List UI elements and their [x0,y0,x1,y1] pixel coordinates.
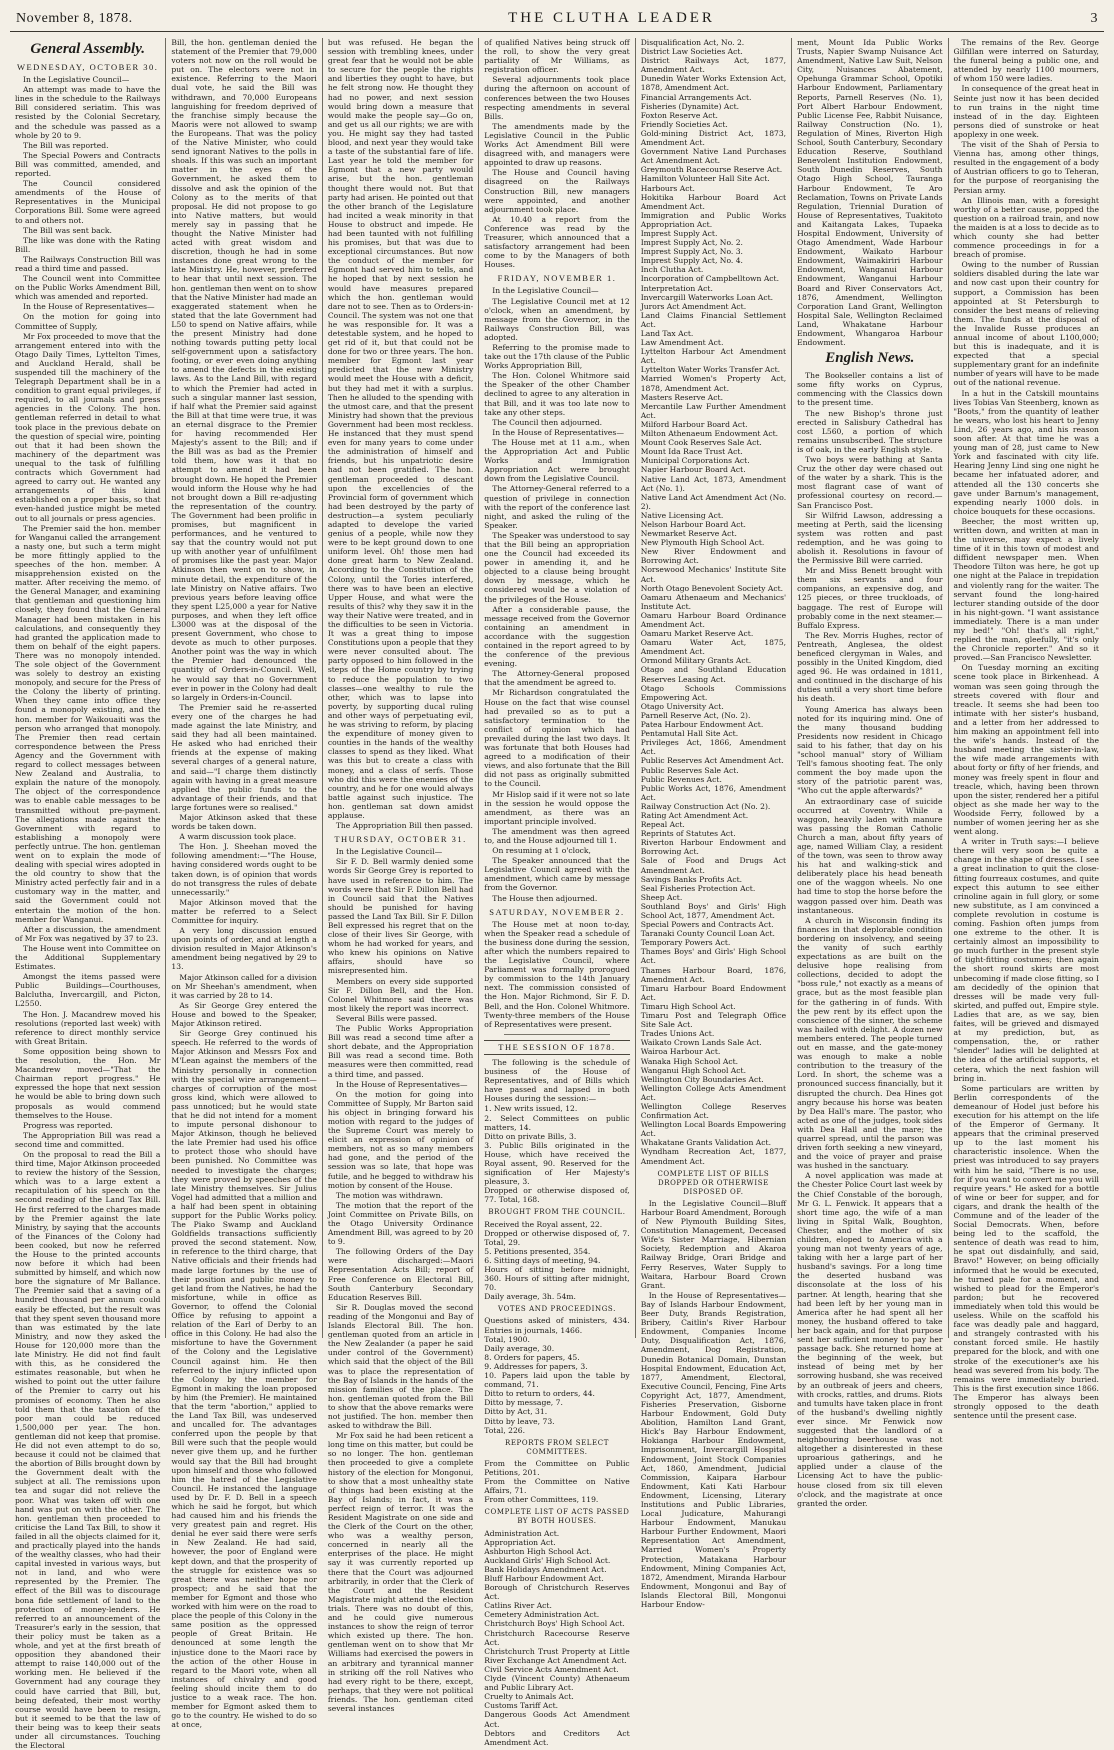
paragraph: The House met at 11 a.m., when the Appropriation Act and Public Works and Immigration Appropriation Act were brought down from the Legislative Council. [484,437,630,484]
paragraph: Major Atkinson called for a division on Mr Sheehan's amendment, when it was carried by 28 to 14. [171,972,317,1000]
paragraph: The amendments made by the Legislative Council in the Public Works Act Amendment Bill were disagreed with, and managers were appointed to draw up reasons. [484,121,630,168]
list-item: Wellington College Reserves Confirmation Act. [640,1101,787,1121]
paragraph: In the Legislative Council— [335,847,443,857]
list-item: Otago Schools Commissions Empowering Act. [640,683,787,702]
list-item: Administration Act. [484,1528,560,1538]
list-item: Christchurch Racecourse Reserve Act. [484,1628,630,1647]
paragraph: Young America has always been noted for its inquiring mind. One of the many thousand budding Presidents now resident in Chicago said to his father, that day on his "school manual" story of William Tell's famous shooting feat. The only comment the boy made upon the story of the patriotic parent was, "Who cut the apple afterwards?" [797,704,943,796]
paragraph: At 10.40 a report from the Conference was read by the Treasurer, which announced that a satisfactory arrangement had been come to by the Managers of both Houses. [484,214,630,270]
list-item: Napier Harbour Board Act. [640,465,746,475]
paragraph: Sir Wilfrid Lawson, addressing a meeting at Perth, said the licensing system was rotten and past redemption, and he was going to abolish it. Resolutions in favour of the Permissive Bill were carried. [797,510,943,566]
list-item: Otago and Southland Education Reserves Leasing Act. [640,665,787,684]
list-item: Catlins River Act. [484,1601,552,1611]
list-item: Mercantile Law Further Amendment Act. [640,401,787,420]
list-item: Public Works Act, 1876, Amendment Act. [640,783,787,802]
list-item: Native Land Act Amendment Act (No. 2). [640,492,787,511]
paragraph: The motion that the report of the Joint Committee on Private Bills, on the Otago University Ordinance Amendment Bill, was agreed to by 20 to 9. [327,1200,474,1247]
list-item: 2. Select Committees on public matters, 14. [484,1113,630,1132]
paragraph: The following is the schedule of business of the House of Representatives, and of Bills which have passed and lapsed in both Houses during the session:— [484,1057,630,1104]
list-item: Friendly Societies Act. [640,119,728,129]
list-item: 5. Petitions presented, 354. [484,1246,591,1256]
list-item: Christchurch Boys' High School Act. [484,1619,625,1629]
paragraph: On Tuesday morning an exciting scene took place in Birkenhead. A woman was seen going through the streets covered with flour and treacle. It seems she had been too intimate with her sister's husband, and a letter from her addressed to him making an appointment fell into the wife's hands. Instead of the husband meeting the sister-in-law, the wife made arrangements with about forty or fifty of her friends, and money was freely spent in flour and treacle, which, having been thrown upon the sister, rendered her a pitiful object as she made her way to the Woodside Ferry, followed by a number of women jeering her as she went along. [953,663,1099,837]
list-item: Jurors Act Amendment Act. [640,301,747,311]
paragraph: Sir R. Douglas moved the second reading of the Mongonui and Bay of Islands Electoral Bill. The hon. gentleman quoted from an article in the New Zealander (a paper he said under control of the Government) which said that the object of the Bill was to place the representation of the Bay of Islands in the hands of the mission families of the place. The hon. gentleman quoted from the Bill to show that the above remarks were not justified. The hon. member then asked to withdraw the Bill. [327,1302,474,1431]
date-heading: WEDNESDAY, OCTOBER 30. [16,62,159,72]
paragraph: The visit of the Shah of Persia to Vienna has, among other things, resulted in the engagement of a body of Austrian officers to go to Teheran, for the purpose of reorganising the Persian army. [953,140,1099,195]
paragraph: The Railways Construction Bill was read a third time and passed. [15,254,161,273]
list-item: Imprest Supply Act. [640,228,718,238]
list-item: Waikato Crown Lands Sale Act. [640,1038,762,1048]
list-item: Municipal Corporations Act. [640,456,750,466]
paragraph: The Speaker announced that the Legislative Council agreed with the amendment, which came by message from the Governor. [484,856,630,893]
issue-date: November 8, 1878. [16,11,133,26]
paragraph: The motion was withdrawn. [335,1190,443,1200]
paragraph: The House and Council having disagreed on the Railways Construction Bill, new managers were appointed, and another adjournment took place. [484,168,630,214]
list-item: Wellington Local Boards Empowering Act. [640,1120,787,1139]
paragraph: A church in Wisconsin finding its finances in that deplorable condition bordering on insolvency, and seeing the vanity of such earthly expectations as are built on the delusive hope realising from collections, decided to adopt the "boss rule," not exactly as a means of grace, but as the most feasible plan for the gathering in of funds. With the pew rent by its effect upon the conscience of the sinner, the scheme was hailed with delight. A dozen new members entered. The people turned out en masse, and the gate-money was enough to make a noble contribution to the treasury of the Lord. In short, the scheme was a pronounced success financially, but it disrupted the church. Dea Hines got angry because his horse was beaten by Dea Hall's mare. The pastor, who acted as one of the judges, took sides with Dea Hall and the mare; the quarrel spread, until the parson was driven forth seeking a new vineyard, and the voice of prayer and praise was hushed in the sanctuary. [797,915,943,1171]
paragraph: The Attorney-General referred to a question of privilege in connection with the report of the conference last night, and asked the ruling of the Speaker. [484,484,630,530]
paragraph: The Council went into Committee on the Public Works Amendment Bill, which was amended and reported. [15,274,161,302]
paragraph: As Sir George Grey entered the House and bowed to the Speaker, Major Atkinson retired. [171,1000,317,1029]
list-item: Ashburton High School Act. [484,1546,592,1556]
list-item: Appropriation Act. [484,1537,556,1547]
paragraph: Members on every side supported Sir F. Dillon Bell, and the Hon. Colonel Whitmore said there was most likely the report was incorrect. [327,976,474,1013]
list-item: Wanaka High School Act. [640,1056,739,1066]
section-heading: English News. [825,350,915,367]
list-item: Imprest Supply Act, No. 4. [640,256,743,266]
list-item: District Law Societies Act. [640,47,743,57]
paragraph: In the House of Representatives— [492,427,624,437]
paragraph: Mr and Miss Benett brought with them six servants and four companions, an expensive dog, and 125 pieces, or three truckloads, of baggage. The rest of Europe will probably come in the next steamer.—Buffalo Express. [797,566,943,630]
list-item: Thames Harbour Board, 1876, Amendment Act. [640,965,787,984]
paragraph: The House went into Committee on the Additional Supplementary Estimates. [15,943,161,972]
list-item: Wairoa Harbour Act. [640,1047,721,1057]
list-item: Masters Reserve Act. [640,392,724,402]
list-item: From other Committees, 119. [484,1495,599,1505]
paragraph: An extraordinary case of suicide occurred at Coventry. While a waggon, heavily laden with manure was passing the Roman Catholic Church a man, about fifty years of age, named William Clay, a resident of the town, was seen to throw away his hat and walking-stick and deliberately place his head beneath one of the waggon wheels. No one had time to stop the horse before the waggon passed over him. Death was instantaneous. [797,796,943,915]
paragraph: The Legislative Council met at 12 o'clock, when an amendment, by message from the Governor, in the Railways Construction Bill, was adopted. [484,296,630,342]
list-item: Timaru Post and Telegraph Office Site Sale Act. [640,1011,787,1030]
list-item: Daily average, 30. [484,1343,555,1353]
list-item: Cruelty to Animals Act. [484,1692,574,1702]
paragraph: Some opposition being shown to the resolution, the Hon. Mr Macandrew moved—"That the Chairman report progress." He expressed the hope that next session he would be able to bring down such proposals as would commend themselves to the House. [15,1046,161,1120]
divider [504,1034,609,1035]
list-item: 8. Orders for papers, 45. [484,1352,580,1362]
list-item: From the Committee on Public Petitions, 201. [484,1458,630,1477]
paragraph: Some particulars are written by Berlin correspondents of the demeanour of Hodel just before his execution for his attempt on the life of the Emperor of Germany. It appears that the criminal preserved up to the last moment his characteristic insolence. When the priest was introduced to say prayers with him he said, "There is no use, for if you want to convert me you will require years." He asked for a bottle of wine or beer for supper, and for cigars, and drank the health of the Commune and of the leader of the Social Democrats. When, before being led to the scaffold, the sentence of death was read to him, he spat out disdainfully, and said, Bravo!" However, on being officially informed that he would be executed, he turned pale for a moment, and wished to plead for the Emperor's pardon; but he recovered immediately when told this would be useless. While on the scaffold his face was deadly pale and haggard, and strangely contrasted with his constant forced smile. He hastily prepared for the block, and with one stroke of the executioner's axe his head was severed from his body. The remains were immediately buried. This is the first execution since 1866. The Emperor has always been strongly opposed to the death sentence until the present case. [953,1083,1099,1421]
list-item: Land Tax Act. [640,329,694,338]
list-item: Savings Banks Profits Act. [640,874,743,884]
list-item: Otago University Act. [640,701,724,711]
column-4 [478,38,634,1747]
list-item: Milford Harbour Board Act. [640,419,748,429]
list-item: Oamaru Water Act, 1875, Amendment Act. [640,638,787,657]
paragraph: Amongst the items passed were Public Buildings—Courthouses, Balclutha, Invercargill, and Picton, L2550. [15,972,161,1009]
list-item: Clyde (Vincent County) Athenaeum and Public Library Act. [484,1674,630,1693]
paragraph: In the House of Representatives—Bay of Islands Harbour Endowment, Beer Duty, Brands Registration, Bribery, Caitlin's River Harbour Endowment, Companies Income Duty, Disqualification Act, 1876, Amendment, Dog Registration, Dunedin Botanical Domain, Dunstan Hospital Endowment, Education Act, 1877, Amendment, Electoral, Executive Council, Fencing, Fine Arts Copyright Act, 1877, Amendment, Fisheries Preservation, Gisborne Harbour Endowment, Gold Duty Abolition, Hamilton Land Grant, Hick's Bay Harbour Endowment, Hokianga Harbour Endowment, Imprisonment, Invercargill Hospital Endowment, Joint Stock Companies Act, 1860, Amendment, Judicial Commission, Kaipara Harbour Endowment, Kati Kati Harbour Endowment, Licensing, Literary Institutions and Public Libraries, Local Judicature, Mahurangi Harbour Endowment, Manukau Harbour Further Endowment, Maori Representation Act Amendment, Married Women's Property Protection, Matakana Harbour Endowment, Mining Companies Act, 1872, Amendment, Miranda Harbour Endowment, Mongonui and Bay of Islands Electoral Bill, Mongonui Harbour Endow- [640,1290,787,1610]
list-item: Wellington College Acts Amendment Act. [640,1083,787,1102]
paragraph: Beecher, the most written up, written down, and written at man in the universe, may expect a lively time of it in this town of modest and diffident newspaper men. When Theodore Tilton was here, he got up one night at the Palace in trepidation and violently rang for the waiter. The servant found the long-haired lecturer standing outside of the door in his night-gown. "I want assistance immediately. There is a man under my bed!" "Oh! that's all right," replied the man, gleefully, "it's only the Chronicle reporter." And so it proved.—San Francisco Newsletter. [953,516,1099,663]
list-item: Hokitika Harbour Board Act Amendment Act. [640,192,787,211]
paragraph: On the proposal to read the Bill a third time, Major Atkinson proceeded to review the history of the Session, which was to a large extent a recapitulation of his speech on the second reading of the Land Tax Bill. He first referred to the charges made by the Premier against the late Ministry, by saying that the accounts of the Finances of the Colony had been cooked, but now he referred the House to the printed accounts now before it which had been submitted by himself, and which now bore the signature of Mr Ballance. The Premier said that a saving of a hundred thousand per annum could easily be effected, but the result was that they spent seven thousand more than was estimated by the late Ministry, and now they asked the House for 120,000 more than the late Ministry. He did not find fault with this, as he considered the estimates reasonable, but when he wished to point out the utter failure of the Premier to carry out his promises of economy. Then he also told them that the taxation of the poor man could be reduced 1,500,000 per year. The hon. gentleman did not keep that promise. He did not even attempt to do so, because it could not be claimed that the abortion of Bills brought down by the Government dealt with the subject at all. The remissions upon tea and sugar did not relieve the poor. What was taken off with one hand was put on with the other. The hon. gentleman then proceeded to criticise the Land Tax Bill, to show it failed in all the objects claimed for it, and practically played into the hands of the wealthy classes, who had their capital invested in various ways, but not in land, and who were represented by the Premier. The effect of the Bill was to discourage bona fide settlement of land to the protection of money-lenders. He referred to an announcement of the Treasurer's early in the session, that their policy must be taken as a whole, and yet at the first breath of opposition they abandoned their attempt to raise 140,000 out of the working men. He believed if the Government had any courage they could have carried that Bill, but, being defeated, their most worthy course would have been to resign, but it seemed to be that the law of their being was to keep their seats under all circumstances. Touching the Electoral [15,1149,161,1750]
paragraph: Sir George Grey continued his speech. He referred to the words of Major Atkinson and Messrs Fox and M'Lean against the members of the Ministry personally in connection with the special wire arrangement—charges of corruption of the most gross kind, which were allowed to pass unnoticed; but he would state that he did not intend for a moment to impute personal dishonour to Major Atkinson, though he believed the late Premier had used his office to protect those who should have been punished. No Committee was needed to investigate the charges; they were proved by speeches of the late Ministry themselves. Sir Julius Vogel had admitted that a million and a half had been spent in obtaining support for the Public Works policy. The Piako Swamp and Auckland Goldfields transactions sufficiently proved the second statement. Now, in reference to the third charge, that Native officials and their friends had made large fortunes by the use of their position and public money to get land from the Natives, he had the misfortune, while in office as Governor, to offend the Colonial Office by refusing to appoint a relation of the Earl of Derby to an office in this Colony. He had also the misfortune to have the Government of the Colony and the Legislative Council against him. He then referred to the injury inflicted upon the Colony by the member for Egmont in making the loan proposed by him (the Premier). He maintained that the term "abortion," applied to the Land Tax Bill, was undeserved and uncalled for. The advantages conferred upon the people by that Bill were such that the people would never give them up, and he further would say that the Bill had brought upon himself and those who followed him the hatred of the Legislative Council. He instanced the language used by Dr. F. D. Bell in a speech which he said he forgot, but which had caused him and his friends the very greatest pain and regret. His denial he ever said there were serfs in New Zealand. He had said, however, the poor of England were kept down, and that the prosperity of the struggle for existence was so great there was neither hope nor prospect; and he said that the member for Egmont and those who worked with him were on the road to place the people of this Colony in the same position as the oppressed people of Great Britain. He denounced at some length the injustice done to the Maori race by the action of the other House in regard to the Maori vote, when all instances of chivalry and good feeling should incite them to do justice to a weak race. The hon. member for Egmont asked them to go to the country. He wished to do so at once, [171,1029,317,1730]
list-item: Mount Cook Reserves Sale Act. [640,438,762,448]
list-item: Native Land Act, 1873, Amendment Act (No. 1). [640,474,787,493]
paragraph: The Hon. J. Macandrew moved his resolutions (reported last week) with reference to direct monthly service with Great Britain. [15,1009,161,1046]
list-item: Imprest Supply Act, No. 3. [640,247,743,257]
list-item: Sheep Act. [640,892,683,902]
list-item: Financial Arrangements Act. [640,92,752,102]
list-item: Borough of Christchurch Reserves Act. [484,1583,630,1602]
paragraph: The like was done with the Rating Bill. [15,235,161,254]
list-item: 1. New writs issued, 12. [484,1104,578,1114]
masthead [10,8,1104,32]
list-item: Immigration and Public Works Appropriation Act. [640,210,787,229]
list-item: Bluff Harbour Endowment Act. [484,1574,604,1583]
list-item: Oamaru Athenaeum and Mechanics' Institute Act. [640,592,787,611]
list-heading: REPORTS FROM SELECT COMMITTEES. [504,1438,609,1456]
paragraph: The Rev. Morris Hughes, rector of Pentreath, Anglesea, the oldest beneficed clergyman in Wales, and possibly in the United Kingdom, died aged 96. He was ordained in 1811, and continued in the discharge of his duties until a very short time before his death. [797,630,943,704]
list-item: Wellington City Boundaries Act. [640,1074,764,1084]
paragraph: The Premier said he re-asserted every one of the charges he had made against the late Ministry, and said they had all been maintained. He asked who had enriched their friends at the expense of making several charges of a general nature, and said—"I charge them distinctly again with having in a great measure applied the public funds to the advantage of their friends, and that large fortunes were so realised." [171,702,317,812]
column-6 [791,38,947,1508]
list-item: Norsewood Mechanics' Institute Site Act. [640,565,787,584]
paragraph: The Premier said the hon. member for Wanganui called the arrangement a nasty one, but such a term might be more fittingly applied to the speeches of the hon. member. A misapprehension existed on the matter. After receiving the memo. of the General Manager, and examining that gentleman and questioning him closely, they found that the General Manager had been mistaken in his calculations, and consequently they had granted the application made to them on behalf of the eight papers. There was no monopoly intended. The sole object of the Government was solely to destroy an existing monopoly, and secure for the Press of the Colony the liberty of printing. When they came into office they found a monopoly existing, and the hon. member for Waikouaiti was the person who arranged that monopoly. The Premier then read certain correspondence between the Press Agency and the Government with regard to collect messages between New Zealand and Australia, to explain the nature of the monopoly. The object of the correspondence was to enable cable messages to be transmitted without pre-payment. The allegations made against the Government with regard to establishing a monopoly were perfectly untrue. The hon. gentleman went on to explain the mode of dealing with special wires adopted in the old country to show that the Ministry acted perfectly fair and in a customary way in the matter, and said the Government could not entertain the motion of the hon. member for Wanganui. [15,523,161,924]
list-item: Harbours Act. [640,183,695,193]
list-heading: BROUGHT FROM THE COUNCIL. [488,1208,626,1217]
list-item: Public Reserves Sale Act. [640,765,739,775]
list-heading: VOTES AND PROCEEDINGS. [498,1305,616,1314]
paragraph: Mr Hislop said if it were not so late in the session he would oppose the amendment, as there was an important principle involved. [484,789,630,826]
list-item: Dunedin Water Works Extension Act, 1878, Amendment Act. [640,74,787,93]
list-item: Temporary Powers Act. [640,938,731,948]
list-item: Pentamutal Hall Site Act. [640,729,739,739]
paragraph: The Council considered amendments of the House of Representatives in the Municipal Corporations Bill. Some were agreed to and others not. [15,179,161,225]
paragraph: In a hut in the Catskill mountains lives Tobias Van Steenberg, known as "Boots," from the quantity of leather he wears, who lost his heart to Jenny Lind, 26 years ago, and his reason soon after. At that time he was a young man of 28, just came to New York and fascinated with city life. Hearing Jenny Lind sing one night he became her infatuated adorer, and attended all the 130 concerts she gave under Barnum's management, expending nearly 1000 dols. in choice bouquets for these occasions. [953,388,1099,516]
paragraph: The Appropriation Bill was read a second time and committed. [15,1130,161,1149]
paragraph: In the House of Representatives— [23,302,155,312]
paragraph: The Hon. Colonel Whitmore said the Speaker of the other Chamber declined to agree to any alteration in that Bill, and it was too late now to take any other steps. [484,371,630,417]
list-item: Invercargill Waterworks Loan Act. [640,292,774,302]
paragraph: After a considerable pause, the message received from the Governor containing an amendment in accordance with the suggestion contained in the report agreed to by the conference of the previous evening. [484,604,630,669]
page-number: 3 [1090,11,1098,26]
paragraph: The remains of the Rev. George Gilfillan were interred on Saturday, the funeral being a public one, and attended by nearly 1100 mourners, of whom 150 were ladies. [953,38,1099,84]
paragraph: Several Bills were passed. [335,1013,437,1023]
list-item: Newmarket Reserve Act. [640,529,737,539]
list-item: Cemetery Administration Act. [484,1610,600,1620]
list-item: Christchurch Trust Property at Little River Exchange Act Amendment Act. [484,1646,630,1665]
paragraph: but was refused. He began the session with trembling knees, under great fear that he would not be able to secure for the people the rights and liberties they ought to have, but he felt strong now. He thought they had no power, and next session would bring down a measure that would make the people say—Go on, and get us all our rights; we are with you. He might say they had tasted blood, and next year they would take a taste of the substantial fare of life. Last year he told the member for Egmont that a new party would arise, but the hon. gentleman thought there would not. But that party had arisen. He pointed out that the other branch of the Legislature had incited a weak minority in that House to obstruct and impede. He had been taunted with not fulfilling his promises, but that was due to exceptional circumstances. But now the conduct of the member for Egmont had served him to tells, and he hoped that by next session he would have measures prepared which the hon. gentleman would dare not to see. Then as to Orders-in-Council. The system was not one that he was responsible for. It was a detestable system, and he hoped to get rid of it, but that could not be done for two or three years. The hon. member for Egmont last year predicted that the new Ministry would meet the House with a deficit, but they had met it with a surplus. Then he alluded to the spending with the utmost care, and that the present Ministry had shown that the previous Government had been most reckless. He instanced that they must spend even for many years to come under the administration of himself and friends, but his unpatriotic desire had not been gratified. The hon. gentleman proceeded to descant upon the excellencies of the Provincial form of government which had been destroyed by the party of destruction—a system peculiarly adapted to develope the varied genius of a people, while now they were to be kept ground down to one uniform level. Oh! those men had done great harm to New Zealand. According to the Constitution of the Colony, until the Tories interfered, there was to have been an elective Upper House, and what were the results of this? why they saw it in the way their Native were treated, and in the difficulties to be seen in Victoria. It was a great thing to impose Constitutions upon a people that they were never consulted about. The party opposed to him followed in the steps of the Home country by trying to reduce the population to two classes—one wealthy to rule the other, which was to lapse into poverty, by supporting ducal ruling and other ways of perpetuating evil, he was striving to reform, by placing the expenditure of money given to counties in the hands of the wealthy classes to spend as they liked. What was this but to create a class with money, and a class of serfs. Those who did this were the enemies of the country, and he for one would always battle against such injustice. The hon. gentleman sat down amidst applause. [327,38,474,820]
paragraph: Owing to the number of Russian soldiers disabled during the late war and now cast upon their country for support, a Commission has been appointed at St Petersburgh to consider the best means of relieving them. The funds at the disposal of the Invalide Russe produces an annual income of about L100,000; but this is inadequate, and it is expected that a special supplementary grant for an indefinite number of years will have to be made out of the national revenue. [953,260,1099,388]
paragraph: The Council then adjourned. [492,417,603,427]
column-2 [165,38,321,1730]
list-item: Ditto by message, 7. [484,1398,563,1408]
paragraph: The House met at noon to-day, when the Speaker read a schedule of the business done during the session, after which the numbers repaired to the Legislative Council, where Parliament was formally prorogued by commission to the 14th January next. The commission consisted of the Hon. Major Richmond, Sir F. D. Bell, and the Hon. Colonel Whitmore. Twenty-three members of the House of Representatives were present. [484,919,630,1029]
list-item: Total, 1900. [484,1334,530,1344]
list-item: Inch Clutha Act. [640,265,704,275]
list-item: 6. Sitting days of meeting, 94. [484,1255,601,1265]
list-item: Oamaru Market Reserve Act. [640,629,754,639]
list-item: Lyttelton Harbour Act Amendment Act. [640,347,787,366]
paragraph: After a discussion, the amendment of Mr Fox was negatived by 37 to 23. [15,924,161,943]
list-item: Hours of sitting before midnight, 360. Hours of sitting after midnight, 70. [484,1265,630,1293]
paragraph: Major Atkinson moved that the matter be referred to a Select Committee for inquiry. [171,897,317,925]
list-item: Reprints of Statutes Act. [640,829,736,839]
newspaper-title: THE CLUTHA LEADER [508,10,715,26]
list-item: Southland Boys' and Girls' High School Act, 1877, Amendment Act. [640,901,787,920]
date-heading: SATURDAY, NOVEMBER 2. [489,906,625,917]
list-item: 10. Papers laid upon the table by command, 71. [484,1371,630,1390]
list-item: Lyttelton Water Works Transfer Act. [640,365,781,375]
list-item: Mount Ida Race Trust Act. [640,447,743,457]
paragraph: The House then adjourned. [492,893,598,903]
list-item: Riverton Harbour Endowment and Borrowing Act. [640,838,787,857]
paragraph: The amendment was then agreed to, and the House adjourned till 1. [484,826,630,845]
list-item: Auckland Girls' High School Act. [484,1555,611,1565]
column-3 [322,38,478,1713]
paragraph: In the House of Representatives— [335,1079,468,1089]
list-item: Questions asked of ministers, 434. Entries in journals, 1466. [484,1316,630,1335]
list-item: Hamilton Volunteer Hall Site Act. [640,174,770,184]
list-item: Wyndham Recreation Act, 1877, Amendment Act. [640,1147,787,1166]
list-item: Disqualification Act, No. 2. [640,38,745,47]
list-item: Dropped or otherwise disposed of, 77. Total, 168. [484,1186,630,1205]
paragraph: The Bill was sent back. [23,225,112,235]
list-item: Ormond Military Grants Act. [640,656,752,666]
list-item: New River Endowment and Borrowing Act. [640,547,787,566]
list-item: Interpretation Act. [640,283,713,293]
list-item: Married Women's Property Act, 1878, Amendment Act. [640,374,787,393]
list-item: Debtors and Creditors Act Amendment Act. [484,1728,630,1747]
list-item: Milton Athenaeum Endowment Act. [640,429,779,439]
paragraph: The Appropriation Bill then passed. [335,821,473,831]
paragraph: The Hon. J. Sheehan moved the following amendment:—"The House, having considered words ought to be taken down, is of opinion that words do not transgress the rules of debate unnecessarily." [171,842,317,897]
list-item: Foxton Reserve Act. [640,110,718,120]
paragraph: An attempt was made to have the lines in the schedule to the Railways Bill considered seriatim. This was resisted by the Colonial Secretary, and the schedule was passed as a whole by 20 to 9. [15,85,161,140]
list-item: Oamaru Harbour Board Ordinance Amendment Act. [640,610,787,629]
list-item: Taranaki County Council Loan Act. [640,929,775,939]
paragraph: On the motion for going into Committee of Supply, [15,312,161,331]
column-7 [948,38,1104,1421]
list-item: Rating Act Amendment Act. [640,810,749,820]
list-item: Timaru Harbour Board Endowment Act. [640,983,787,1002]
paragraph: Sir F. D. Bell warmly denied some words Sir George Grey is reported to have used in reference to him. The words were that Sir F. Dillon Bell had in Council said that the Natives should be punished for having passed the Land Tax Bill. Sir F. Dillon Bell expressed his regret that on the close of their lives Sir George, with whom he had worked for years, and who knew his opinions on Native affairs, should have so misrepresented him. [327,857,474,976]
paragraph: The new Bishop's throne just erected in Salisbury Cathedral has cost L560, a portion of which remains unsubscribed. The structure is of oak, in the early English style. [797,408,943,454]
list-item: Trades Unions Act. [640,1029,715,1039]
list-item: Imprest Supply Act, No. 2. [640,238,743,248]
list-item: Ditto on private Bills, 3. [484,1131,577,1141]
paragraph: The Public Works Appropriation Bill was read a second time after a short debate, and the Appropriation Bill was read a second time. Both measures were then committed, read a third time, and passed. [327,1024,474,1079]
list-item: North Otago Benevolent Society Act. [640,583,784,593]
paragraph: The Bill was reported. [23,140,109,150]
list-item: Ditto by leave, 73. [484,1416,555,1426]
column-5 [635,38,791,1610]
paragraph: A novel application was made at the Chester Police Court last week by the Chief Constable of the borough, Mr G. L. Fenwick. It appears that a short time ago, the wife of a man living in Spital Walk, Boughton, Chester, and the mother of six children, eloped to America with a young man not twenty years of age, taking with her a large part of her husband's savings. For a long time the deserted husband was disconsolate at the loss of his partner. At length, hearing that she had been left by her young man in America after he had spent all her money, the husband offered to take her back again, and for that purpose sent her sufficient money to pay her passage back. She returned home at the beginning of the week, but instead of being met by her sorrowing husband, she was received by an outbreak of jeers and cheers, with crocks, rattles, and drums. Riots and tumults have taken place in front of the husband's dwelling nightly ever since. Mr Fenwick now suggested that the landlord of a neighbouring beerhouse was not altogether a disinterested in these uproarious gatherings, and he applied under a clause of the Licensing Act to have the public-house closed from six till eleven o'clock, and the magistrate at once granted the order. [797,1171,943,1508]
list-item: Gold-mining District Act, 1873, Amendment Act. [640,128,787,148]
paragraph: A warm discussion took place. [179,832,297,842]
list-item: District Railways Act, 1877, Amendment Act. [640,56,787,75]
list-item: Dropped or otherwise disposed of, 7. Total, 29. [484,1228,630,1247]
list-item: Ditto to return to orders, 44. [484,1389,595,1399]
paragraph: The Special Powers and Contracts Bill was committed, amended, and reported. [15,150,161,179]
paragraph: Bill, the hon. gentleman denied the statement of the Premier that 79,000 voters not now on the roll would be put on. The electors were not in existence. Referring to the Maori dual vote, he said the Bill was withdrawn, and 70,000 Europeans languishing for freedom deprived of the franchise simply because the Maoris were not allowed to swamp the Europeans. That was the policy of the Native Minister, who could send ignorant Natives to the polls in shoals. If this was such an important matter in the eyes of the Government, he asked them to dissolve and ask the opinion of the Colony as to the merits of that proposal. He did not propose to go into Native matters, but would merely say in passing that he thought the Native Minister had acted with great wisdom and discretion, though he had in some instances done great wrong to the late Ministry. He, however, preferred to hear that until next session. The hon. gentleman then went on to show that the Native Minister had made an exaggerated statement when he stated that the late Government had L50 to spend on Native affairs, while the present Ministry had done nothing towards putting petty local self-government upon a satisfactory footing, or ever even doing anything to amend the defects in the existing laws. As to the Land Bill, with regard to which the Premier had acted in such a singular manner last session, if half what the Premier said against the Bill at that time were true, it was an eternal disgrace to the Premier for having recommended Her Majesty's assent to the Bill; and if the Bill was as bad as the Premier told them, how was it that no attempt to amend it had been brought down. He hoped the Premier would inform the House why he had not brought down a Bill re-adjusting the representation of the country. The Government had been prolific in promises, but magnificent in performances, and he ventured to say that the country would not put up with another year of unfulfilment of promises like the past year. Major Atkinson then went on to show, in minute detail, the expenditure of the late Ministry on Native affairs. Two previous years before leaving office they spent L25,000 a year for Native purposes, and when they left office L3000 was at the disposal of the present Government, who chose to devote as much to other purposes. Another point was the way in which the Premier had denounced the quantity of Orders-in-Council. Well, he would say that no Government ever in power in the Colony had dealt so largely in Orders-in-Council. [171,38,317,702]
list-item: Dangerous Goods Act Amendment Act. [484,1710,630,1729]
paragraph: Two boys were bathing at Santa Cruz the other day were chased out of the water by a shark. This is the most flagrant case of want of professional courtesy on record.—San Francisco Post. [797,455,943,510]
list-item: Fisheries (Dynamite) Act. [640,101,740,111]
list-item: Privileges Act, 1866, Amendment Act. [640,738,787,757]
columns-container [10,38,1104,1750]
paragraph: An Illinois man, with a foresight worthy of a better cause, popped the question on a railroad train, and now the maiden is at a loss to decide as to which county she had better commence proceedings in for a breach of promise. [953,195,1099,260]
paragraph: In the Legislative Council—Bluff Harbour Board Amendment, Borough of New Plymouth Building Sites, Constitution Management, Deceased Wife's Sister Marriage, Hibernian Society, Redemption and Akaroa Railway Bridge, Orari Bridge and Ferry Reserves, Water Supply to Waitara, Harbour Board Crown Grant. [640,1198,787,1290]
list-item: Greymouth Racecourse Reserve Act. [640,165,783,175]
list-item: Land Claims Financial Settlement Act. [640,310,787,329]
section-heading: General Assembly. [30,41,146,57]
list-item: Native Licensing Act. [640,510,724,520]
paragraph: On the motion for going into Committee of Supply, Mr Barton said his object in bringing forward his motion with regard to the judges of the Supreme Court was merely to elicit an expression of opinion of members, not as so many members had gone, and the period of the session was so late, that hope was futile, and he begged to withdraw his motion by consent of the House. [327,1089,474,1190]
paragraph: Mr Richardson congratulated the House on the fact that wise counsel had prevailed so as to put a satisfactory termination to the conflict of opinion which had prevailed during the last two days. It was fortunate that both Houses had agreed to a modification of their views, and also fortunate that the Bill did not pass as originally submitted to the Council. [484,688,630,789]
list-item: Total, 226. [484,1425,526,1435]
paragraph: The Bookseller contains a list of some fifty works on Cyprus, commencing with the Classics down to the present time. [797,371,943,408]
paragraph: In consequence of the great heat in Seinte just now it has been decided to run trains in the night time instead of in the day. Eighteen persons died of sunstroke or heat apoplexy in one week. [953,84,1099,139]
list-item: Repeal Act. [640,820,685,830]
list-item: New Plymouth High School Act. [640,538,765,548]
paragraph: On resuming at 1 o'clock, [492,846,591,856]
paragraph: In the Legislative Council— [23,75,130,85]
paragraph: In the Legislative Council— [492,286,599,296]
list-item: Parnell Reserve Act, (No. 2). [640,710,751,720]
list-item: Government Native Land Purchases Act Amendment Act. [640,147,787,166]
paragraph: ment, Mount Ida Public Works Trusts, Napier Swamp Nuisance Act Amendment, Native Law Suit, Nelson City, Nuisances Abatement, Opehunga Grammar School, Opotiki Harbour Endowment, Parliamentary Reports, Parnell Reserves (No. 1), Port Albert Harbour Endowment, Public License Fee, Rabbit Nuisance, Railway Construction (No. 1), Regulation of Mines, Riverton High School, South Canterbury, Secondary Education Reserve, Southland Benevolent Institution Endowment, South Dunedin Reserves, South Otago High School, Tauranga Harbour Endowment, Te Aro Reclamation, Towns on Private Lands Regulation, Triennial Duration of House of Representatives, Tuakitoto and Kaitangata Lakes, Tupaeka Hospital Endowment, University of Otago Amendment, Wade Harbour Endowment, Waikato Harbour Endowment, Waimakiriri Harbour Endowment, Wanganui Harbour Endowment, Wanganui Harbour Board and River Conservators Act, 1876, Amendment, Wellington Corporation Land Grant, Wellington Hospital Sale, Wellington Reclaimed Land, Whakatane Harbour Endowment, Whangaroa Harbour Endowment. [797,38,943,348]
list-item: Seal Fisheries Protection Act. [640,883,756,893]
date-heading: FRIDAY, NOVEMBER 1. [497,273,617,284]
list-item: Thames Boys' and Girls' High School Act. [640,947,787,966]
paragraph: Progress was reported. [23,1120,113,1130]
list-item: Whakatane Grants Validation Act. [640,1138,772,1148]
list-item: Bank Holidays Amendment Act. [484,1564,607,1574]
list-item: Wanganui High School Act. [640,1065,747,1075]
list-item: Public Revenues Act. [640,774,722,784]
list-heading: COMPLETE LIST OF ACTS PASSED BY BOTH HOUSES. [484,1508,630,1526]
paragraph: The Speaker was understood to say that the Bill being an appropriation one the Council had exceeded its power in amending it, and he objected to a clause being brought down by message, which he considered would be a violation of the privileges of the House. [484,530,630,604]
list-item: Daily average, 3h. 54m. [484,1292,576,1302]
list-item: Received the Royal assent, 22. [484,1219,603,1229]
list-item: Nelson Harbour Board Act. [640,519,746,529]
list-item: 3. Public Bills originated in the House, which have received the Royal assent, 90. Reserved for the signification of Her Majesty's pleasure, 3. [484,1140,630,1187]
list-item: Law Amendment Act. [640,338,724,348]
list-item: Ditto by Act, 31. [484,1407,548,1417]
session-heading: THE SESSION OF 1878. [484,1040,629,1055]
paragraph: Several adjournments took place during the afternoon on account of conferences between the two Houses respecting amendments in several Bills. [484,75,630,121]
list-item: 9. Addresses for papers, 3. [484,1361,588,1371]
list-item: Patea Harbour Endowment Act. [640,720,764,730]
paragraph: Mr Fox said he had been reticent a long time on this matter, but could be so no longer. The hon. gentleman then proceeded to give a complete history of the election for Mongonui, to show that a most unhealthy state of things had been existing at the Bay of Islands; in fact, it was a perfect reign of terror. It was the Resident Magistrate on one side and the Clerk of the Court on the other, who was a wealthy person, concerned in nearly all the enterprises of the place. He might say it was currently reported up there that the Court was adjourned arbitrarily, in order that the Clerk of the Court and the Resident Magistrate might attend the election trials. There was no doubt of this, and he could give numerous instances to show the reign of terror which existed up there. The hon. gentleman went on to show that Mr Williams had exercised the powers in an arbitrary and tyrannical manner in striking off the roll Natives who had every right to be there, except, perhaps, that they were not political friends. The hon. gentleman cited several instances [327,1431,474,1713]
list-item: Incorporation of Campbelltown Act. [640,274,780,284]
paragraph: Referring to the promise made to take out the 17th clause of the Public Works Appropriation Bill, [484,343,630,371]
paragraph: A very long discussion ensued upon points of order, and at length a division resulted in Major Atkinson's amendment being negatived by 29 to 13. [171,926,317,972]
list-item: Public Reserves Act Amendment Act. [640,756,784,766]
paragraph: Major Atkinson asked that these words be taken down. [171,812,317,832]
list-item: Civil Service Acts Amendment Act. [484,1664,619,1674]
list-item: Sale of Food and Drugs Act Amendment Act. [640,856,787,875]
list-item: Timaru High School Act. [640,1001,736,1011]
paragraph: The following Orders of the Day were discharged:—Maori Representation Acts Bill; report of Free Conference on Electoral Bill, South Canterbury Secondary Education Reserves Bill. [327,1247,474,1302]
column-1 [10,38,165,1750]
paragraph: Mr Fox proceeded to move that the arrangement entered into with the Otago Daily Times, Lyttelton Times, and Auckland Herald, shall be suspended till the machinery of the Telegraph Department shall be in a condition to grant equal privileges, if required, to all journals and press agencies in the Colony. The hon. gentleman referred in detail to what took place in the previous debate on the question of special wire, pointing out that it had been shown the machinery of the department was unequal to the task of fulfilling contracts which Government had agreed to carry out. He wanted any arrangements of this kind established on a proper basis, so that even-handed justice might be meted out to all journals or press agencies. [15,331,161,523]
paragraph: A writer in Truth says:—I believe there will very soon be quite a change in the shape of dresses. I see a great inclination to quit the close-fitting fourreaux costumes, and quite expect this autumn to see either crinoline again in full glory, or some new substitute, as I am convinced a complete revolution in costume is coming. Fashion often jumps from one extreme to the other. It is certainly almost an impossibility to go much further in the present style of tight-fitting costumes; then again the short round skirts are most unbecoming if made close fitting, so I am decidedly of the opinion that dresses will be made very full-skirted, and puffed out, Empire style. Ladies that are, as we say, bien faites, will be grieved and dismayed at my prediction, but, as compensation, the, or rather "slender" ladies will be delighted at the idea of the artificial supports, et cetera, which the next fashion will bring in. [953,837,1099,1083]
list-heading: COMPLETE LIST OF BILLS DROPPED OR OTHERWISE DISPOSED OF. [657,1169,770,1196]
list-item: Railway Construction Act (No. 2). [640,801,771,811]
list-item: Customs Tariff Act. [484,1701,559,1711]
date-heading: THURSDAY, OCTOBER 31. [334,834,467,845]
paragraph: The Attorney-General proposed that the amendment be agreed to. [484,669,630,688]
paragraph: of qualified Natives being struck off the roll, to show the very great partiality of Mr Williams, as registration officer. [484,38,630,75]
list-item: Special Powers and Contracts Act. [640,920,774,930]
list-item: From the Committee on Native Affairs, 71. [484,1477,630,1496]
